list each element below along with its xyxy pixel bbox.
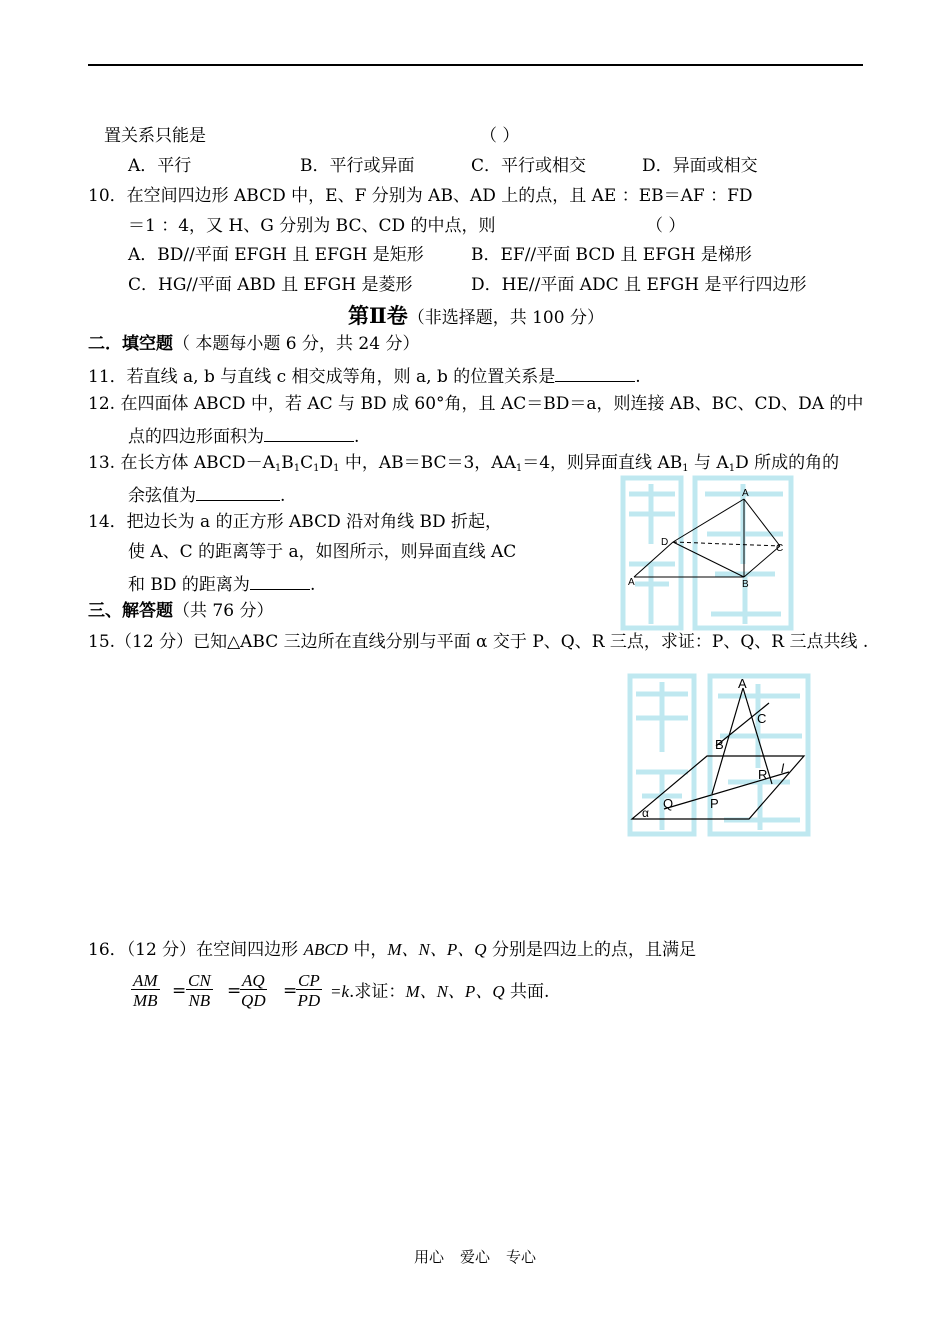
q13-seg3: C <box>300 453 314 473</box>
line-l <box>664 772 789 809</box>
q14-line1: 14．把边长为 a 的正方形 ABCD 沿对角线 BD 折起， <box>88 512 503 532</box>
q13-sub: 1 <box>313 463 320 474</box>
q16-line1 <box>88 941 696 959</box>
watermark-strokes <box>629 484 783 624</box>
watermark-seal <box>623 478 791 628</box>
fraction-denominator: PD <box>297 991 321 1010</box>
q11-text: 11．若直线 a, b 与直线 c 相交成等角，则 a, b 的位置关系是 <box>88 367 556 387</box>
equals-sign: = <box>283 981 298 1001</box>
q13-seg6: ＝4，则异面直线 AB <box>522 453 683 473</box>
q14-figure <box>615 474 805 636</box>
header-rule <box>88 64 863 66</box>
part2-title-text: 第Ⅱ卷 <box>348 303 408 328</box>
q9-option-a: A．平行 <box>128 156 192 176</box>
q12-period: . <box>354 427 360 447</box>
q13-sub: 1 <box>274 463 282 474</box>
label-a: A <box>738 676 747 691</box>
label-q: Q <box>663 796 674 811</box>
fraction-denominator: QD <box>241 991 266 1010</box>
q10-line2: ＝1 ：4，又 H、G 分别为 BC、CD 的中点，则 <box>128 216 496 236</box>
q13-line1 <box>88 455 839 472</box>
page-footer <box>0 1250 950 1265</box>
label-a-top: A <box>742 488 749 499</box>
fraction-denominator: NB <box>188 991 211 1010</box>
fraction-numerator: CP <box>298 971 320 990</box>
edge-dc-dashed <box>673 542 780 546</box>
q11-answer-blank <box>555 366 635 382</box>
q13-seg4: D <box>319 453 334 473</box>
q14-line3 <box>128 574 315 594</box>
footer-item: 爱心 <box>459 1248 490 1266</box>
q13-sub: 1 <box>728 463 736 474</box>
label-r: R <box>758 767 768 782</box>
q9-option-d: D．异面或相交 <box>642 156 758 176</box>
q16-post: 分别是四边上的点，且满足 <box>486 940 696 960</box>
q13-seg8: D 所成的角的 <box>735 453 840 473</box>
q16-pre: 16．（12 分）在空间四边形 <box>88 940 304 960</box>
edge-db <box>673 542 744 577</box>
section2-heading <box>88 336 419 353</box>
fraction-aq-qd <box>240 972 267 1009</box>
fraction-denominator: MB <box>133 991 158 1010</box>
q10-option-b: B．EF//平面 BCD 且 EFGH 是梯形 <box>471 245 752 265</box>
q12-line2-text: 点的四边形面积为 <box>128 427 264 447</box>
fraction-numerator: AM <box>133 971 158 990</box>
q13-sub: 1 <box>293 463 301 474</box>
fraction-am-mb <box>131 972 160 1009</box>
section3-heading <box>88 603 273 620</box>
q16-conclusion <box>330 983 549 1001</box>
q12-answer-blank <box>264 426 354 442</box>
section3-head: 三、解答题 <box>88 601 173 621</box>
q9-answer-paren: （ ） <box>480 126 520 146</box>
q12-line2 <box>128 426 359 446</box>
q13-line2-text: 余弦值为 <box>128 486 196 506</box>
label-alpha: α <box>642 806 649 820</box>
q10-line1: 10．在空间四边形 ABCD 中，E、F 分别为 AB、AD 上的点，且 AE ：EB＝AF ：FD <box>88 186 753 206</box>
q10-option-a: A．BD//平面 EFGH 且 EFGH 是矩形 <box>128 245 424 265</box>
q13-sub: 1 <box>682 463 689 474</box>
q13-seg5: 中，AB＝BC＝3，AA <box>339 453 516 473</box>
q13-seg7: 与 A <box>688 453 729 473</box>
equals-sign: = <box>227 981 242 1001</box>
fraction-cp-pd <box>296 972 322 1009</box>
equals-sign: = <box>172 981 187 1001</box>
q10-answer-paren: （ ） <box>646 216 686 236</box>
q13-seg1: 13. 在长方体 ABCD－A <box>88 453 275 473</box>
q13-seg2: B <box>281 453 294 473</box>
footer-item: 专心 <box>506 1248 537 1266</box>
label-p: P <box>710 796 719 811</box>
q16-points: M、N、P、Q <box>387 940 487 959</box>
q16-prove: .求证： <box>349 982 406 1002</box>
q14-answer-blank <box>250 574 310 590</box>
q12-line1: 12. 在四面体 ABCD 中，若 AC 与 BD 成 60°角，且 AC＝BD＝a，则连接 AB、BC、CD、DA 的中 <box>88 394 864 414</box>
label-b: B <box>715 737 724 752</box>
part2-subtitle: （非选择题，共 100 分） <box>407 308 604 328</box>
label-b: B <box>742 579 749 590</box>
q10-option-c: C．HG//平面 ABD 且 EFGH 是菱形 <box>128 275 413 295</box>
q13-sub: 1 <box>515 463 523 474</box>
label-c: C <box>757 711 767 726</box>
fraction-numerator: AQ <box>242 971 265 990</box>
edge-ac <box>744 499 780 546</box>
q15-text: 15.（12 分）已知△ABC 三边所在直线分别与平面 α 交于 P、Q、R 三点，求证：P、Q、R 三点共线 . <box>88 632 869 652</box>
label-a-bottom: A <box>628 577 635 588</box>
q14-line3-text: 和 BD 的距离为 <box>128 575 250 595</box>
q16-abcd: ABCD <box>303 940 348 959</box>
label-c: C <box>776 543 784 554</box>
footer-item: 用心 <box>413 1248 444 1266</box>
q9-option-c: C．平行或相交 <box>471 156 587 176</box>
q11 <box>88 366 641 386</box>
q16-mid: 中， <box>347 940 388 960</box>
q13-sub: 1 <box>333 463 340 474</box>
q16-k: =k <box>330 982 350 1001</box>
q15-figure <box>624 672 814 840</box>
q16-coplanar: 共面. <box>504 982 550 1002</box>
q14-period: . <box>309 575 316 595</box>
fraction-cn-nb <box>186 972 213 1009</box>
label-l: l <box>781 761 784 776</box>
section2-note: （ 本题每小题 6 分，共 24 分） <box>173 334 420 354</box>
section2-head: 二．填空题 <box>88 334 173 354</box>
section3-note: （共 76 分） <box>173 601 274 621</box>
watermark-seal <box>630 676 808 834</box>
q13-line2 <box>128 485 285 505</box>
label-d: D <box>661 537 669 548</box>
q11-period: . <box>635 367 641 387</box>
fraction-numerator: CN <box>188 971 211 990</box>
part2-title <box>348 305 604 327</box>
q9-option-b: B．平行或异面 <box>300 156 415 176</box>
q14-line2: 使 A、C 的距离等于 a，如图所示，则异面直线 AC <box>128 542 517 562</box>
q16-points-2: M、N、P、Q <box>405 982 505 1001</box>
q9-tail: 置关系只能是 <box>104 126 206 146</box>
q13-period: . <box>280 486 286 506</box>
q13-answer-blank <box>196 485 280 501</box>
q10-option-d: D．HE//平面 ADC 且 EFGH 是平行四边形 <box>471 275 807 295</box>
